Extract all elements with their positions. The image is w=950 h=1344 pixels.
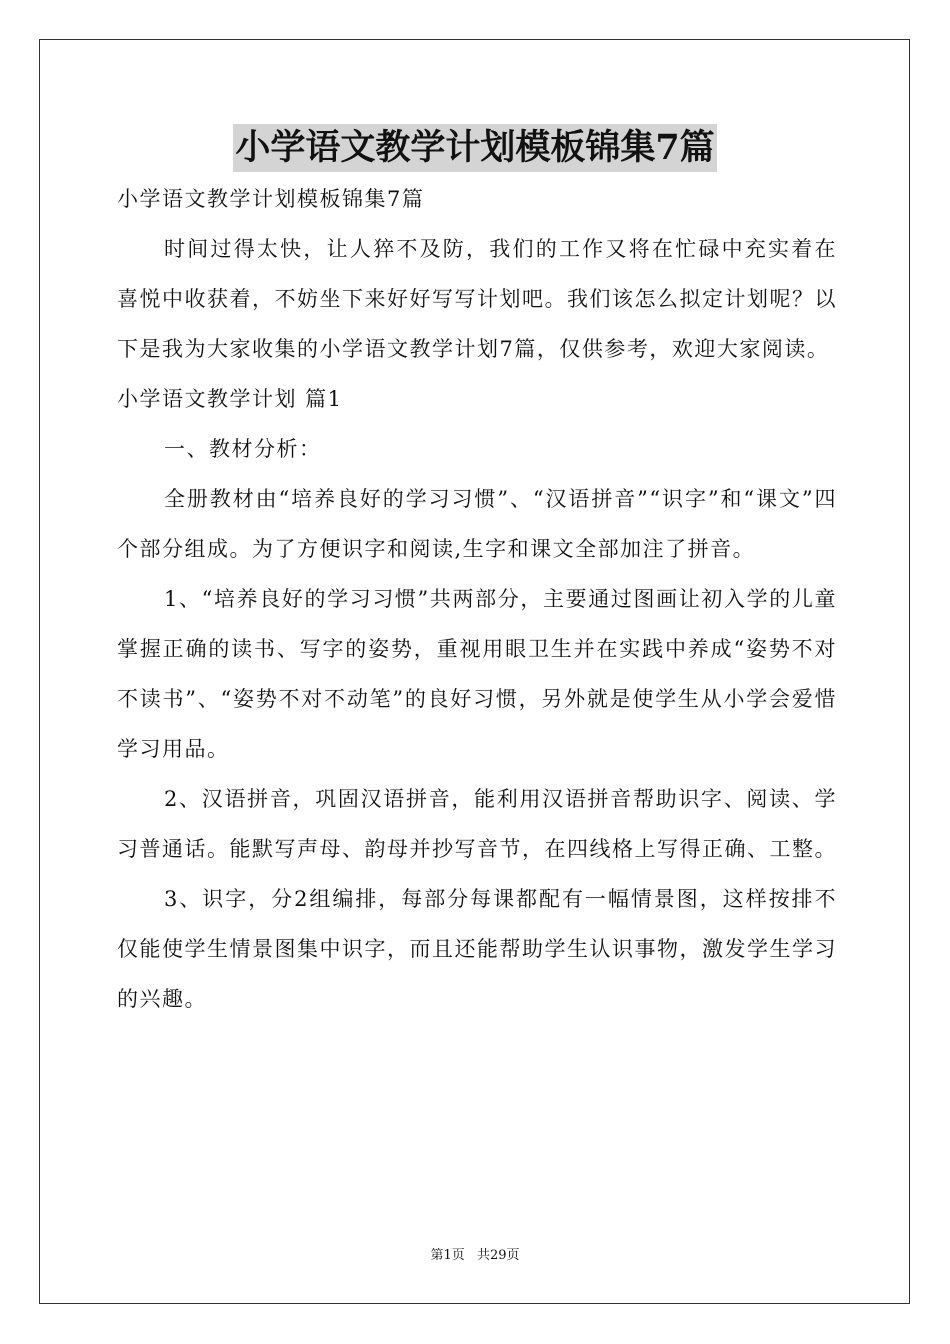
- page-number: 第1页: [430, 1248, 465, 1263]
- paragraph: 一、教材分析：: [164, 437, 322, 461]
- paragraph: 全册教材由“培养良好的学习习惯”、“汉语拼音”“识字”和“课文”四个部分组成。为了方便识字和阅读,生字和课文全部加注了拼音。: [117, 487, 837, 561]
- section-heading: 小学语文教学计划 篇1: [117, 387, 343, 411]
- document-title: 小学语文教学计划模板锦集7篇: [233, 124, 716, 172]
- paragraph: 1、“培养良好的学习习惯”共两部分，主要通过图画让初入学的儿童掌握正确的读书、写字的姿势，重视用眼卫生并在实践中养成“姿势不对不读书”、“姿势不对不动笔”的良好习惯，另外就是使学生从小学会爱惜学习用品。: [117, 587, 837, 761]
- page-total: 共29页: [476, 1248, 520, 1263]
- paragraph: 2、汉语拼音，巩固汉语拼音，能利用汉语拼音帮助识字、阅读、学习普通话。能默写声母、韵母并抄写音节，在四线格上写得正确、工整。: [117, 787, 837, 861]
- page-footer: [0, 1246, 950, 1266]
- document-body: [117, 174, 837, 1024]
- paragraph: 小学语文教学计划模板锦集7篇: [117, 187, 425, 211]
- paragraph: 时间过得太快，让人猝不及防，我们的工作又将在忙碌中充实着在喜悦中收获着，不妨坐下来好好写写计划吧。我们该怎么拟定计划呢？以下是我为大家收集的小学语文教学计划7篇，仅供参考，欢迎大家阅读。: [117, 237, 837, 361]
- title-area: [0, 124, 950, 172]
- paragraph: 3、识字，分2组编排，每部分每课都配有一幅情景图，这样按排不仅能使学生情景图集中识字，而且还能帮助学生认识事物，激发学生学习的兴趣。: [117, 887, 837, 1011]
